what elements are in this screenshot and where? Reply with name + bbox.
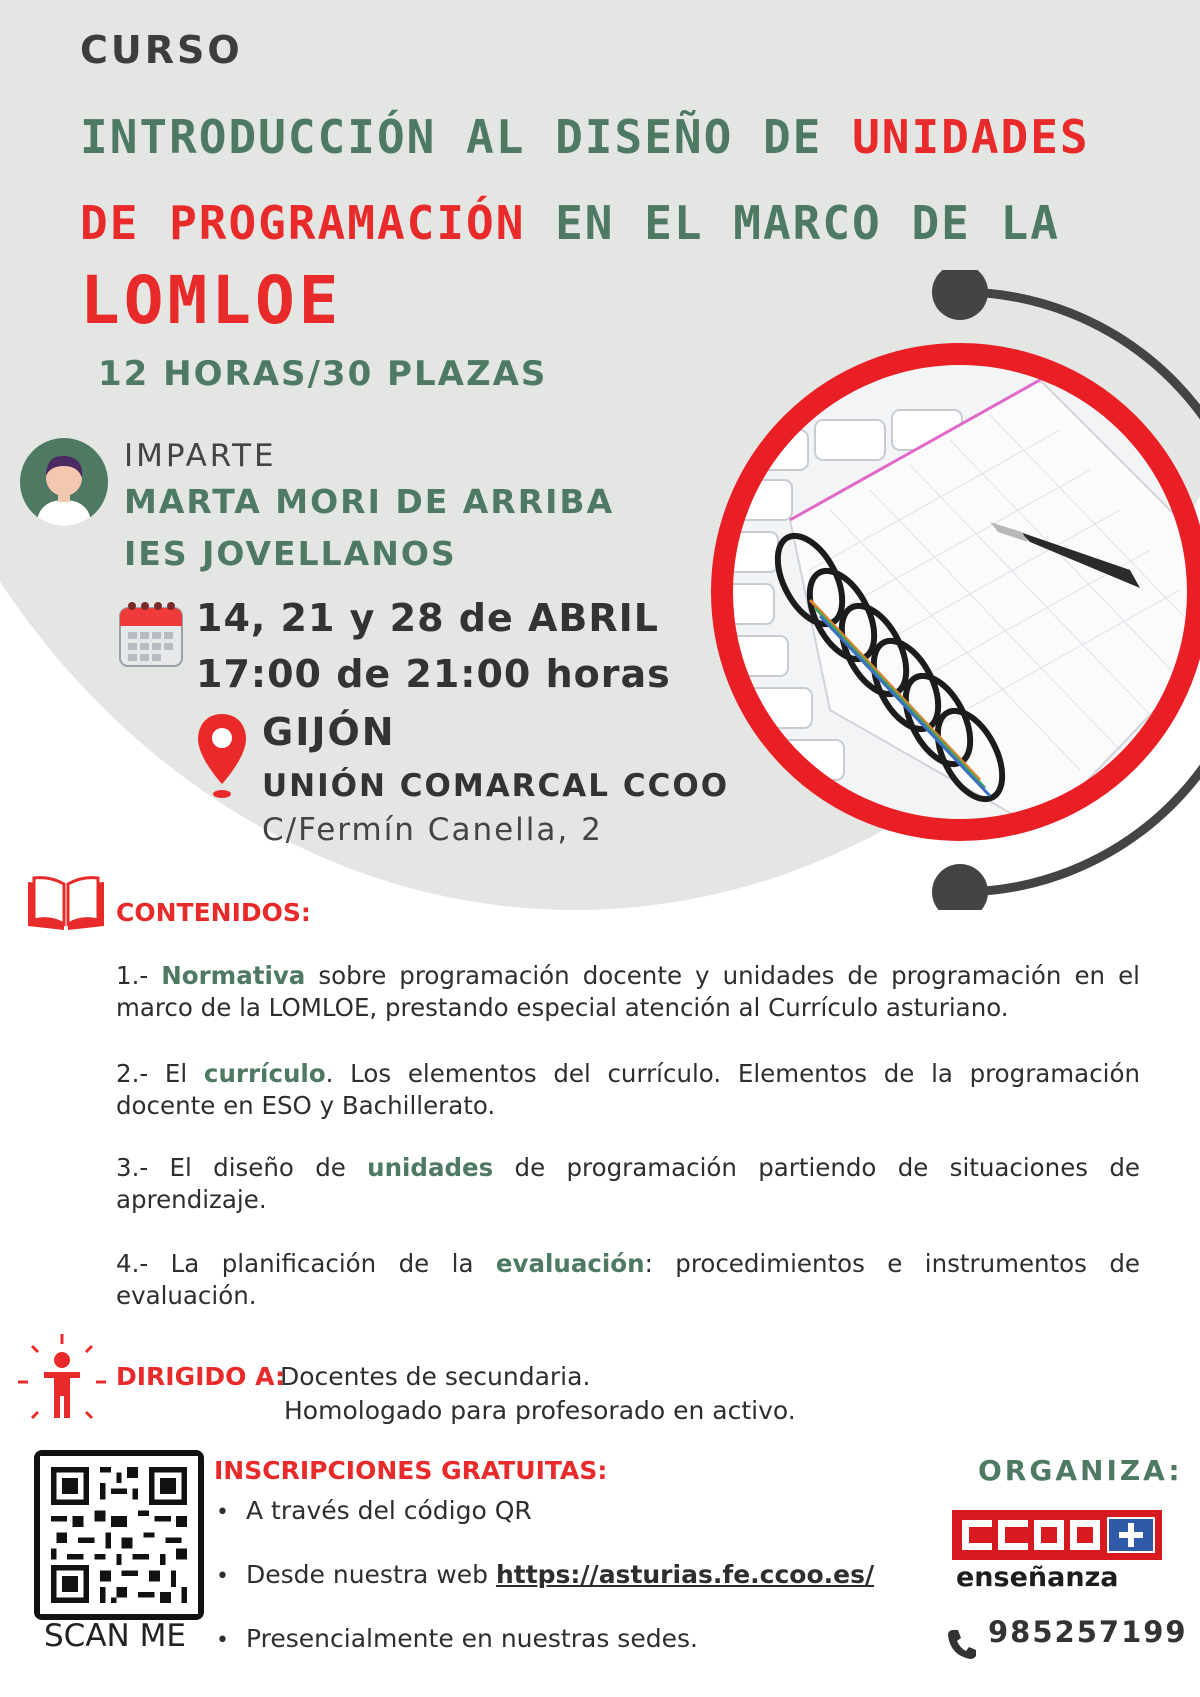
calendar-icon <box>118 598 184 670</box>
avatar-icon <box>20 438 108 526</box>
audience-line-2: Homologado para profesorado en activo. <box>284 1396 796 1425</box>
title-line-1 <box>80 110 1090 164</box>
item-text: sobre programación docente y unidades de programación en el marco de la LOMLOE, prestando especial atención al Currículo asturiano. <box>116 961 1140 1022</box>
course-dates: 14, 21 y 28 de ABRIL <box>196 596 659 640</box>
notebook-photo-illustration <box>660 270 1200 910</box>
audience-heading: DIRIGIDO A: <box>116 1362 285 1391</box>
audience-line-1: Docentes de secundaria. <box>280 1362 591 1391</box>
title-highlight: DE PROGRAMACIÓN <box>80 196 526 250</box>
teacher-label: IMPARTE <box>124 438 277 474</box>
item-text: 1.- <box>116 961 162 990</box>
logo-subtitle: enseñanza <box>956 1562 1119 1593</box>
location-city: GIJÓN <box>262 710 396 754</box>
teacher-school: IES JOVELLANOS <box>124 534 457 573</box>
registration-option-in-person: • Presencialmente en nuestras sedes. <box>216 1624 698 1653</box>
content-item <box>116 1058 1140 1122</box>
contents-heading: CONTENIDOS: <box>116 898 311 927</box>
location-address: C/Fermín Canella, 2 <box>262 812 603 848</box>
arc-dot-top <box>932 270 988 320</box>
item-text: 3.- El diseño de <box>116 1153 368 1182</box>
title-highlight: UNIDADES <box>852 110 1090 164</box>
registration-heading: INSCRIPCIONES GRATUITAS: <box>214 1456 608 1485</box>
hours-places: 12 HORAS/30 PLAZAS <box>98 354 548 394</box>
content-item <box>116 1152 1140 1216</box>
item-keyword: currículo <box>203 1059 326 1088</box>
book-icon <box>24 872 108 938</box>
item-keyword: unidades <box>367 1153 494 1182</box>
person-icon <box>14 1332 110 1432</box>
item-keyword: Normativa <box>161 961 306 990</box>
item-text: de programación partiendo de situaciones de aprendizaje. <box>116 1153 1140 1214</box>
content-item <box>116 1248 1140 1312</box>
course-times: 17:00 de 21:00 horas <box>196 652 671 696</box>
title-part: INTRODUCCIÓN AL DISEÑO DE <box>80 110 853 164</box>
phone-icon <box>946 1628 976 1660</box>
content-item <box>116 960 1140 1024</box>
registration-web-link[interactable]: https://asturias.fe.ccoo.es/ <box>495 1560 875 1589</box>
location-pin-icon <box>196 712 248 802</box>
organizer-phone: 985257199 <box>988 1615 1188 1649</box>
qr-code-icon[interactable] <box>34 1450 204 1620</box>
registration-option-web <box>216 1560 874 1589</box>
qr-caption: SCAN ME <box>44 1618 186 1654</box>
item-text: 4.- La planificación de la <box>116 1249 496 1278</box>
title-part: EN EL MARCO DE LA <box>525 196 1060 250</box>
teacher-name: MARTA MORI DE ARRIBA <box>124 482 615 521</box>
ccoo-logo <box>952 1510 1162 1560</box>
arc-dot-bottom <box>932 864 988 910</box>
registration-option-qr: • A través del código QR <box>216 1496 532 1525</box>
item-keyword: evaluación <box>495 1249 645 1278</box>
title-line-2 <box>80 196 1060 250</box>
location-venue: UNIÓN COMARCAL CCOO <box>262 768 730 804</box>
item-text: . Los elementos del currículo. Elementos de la programación docente en ESO y Bachillerato. <box>116 1059 1140 1120</box>
course-label: CURSO <box>80 28 243 72</box>
item-text: 2.- El <box>116 1059 204 1088</box>
organizer-label: ORGANIZA: <box>978 1454 1183 1487</box>
title-line-3: LOMLOE <box>80 262 343 339</box>
registration-web-prefix: Desde nuestra web <box>246 1560 496 1589</box>
item-text: : procedimientos e instrumentos de evaluación. <box>116 1249 1140 1310</box>
